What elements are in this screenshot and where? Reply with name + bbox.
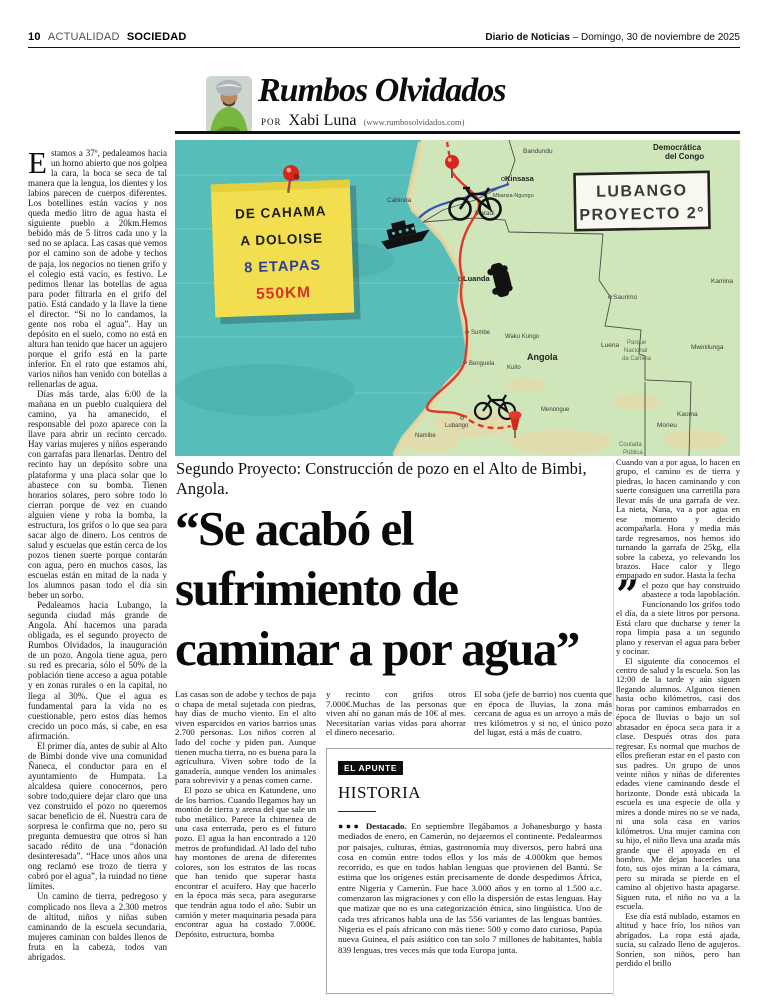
author-photo [206, 76, 252, 134]
apunte-title: HISTORIA [338, 783, 422, 802]
column-title: Rumbos Olvidados [258, 72, 506, 109]
newspaper-name: Diario de Noticias [485, 32, 570, 43]
article-headline [175, 499, 617, 679]
map-label: Luena [601, 342, 620, 349]
paragraph [616, 571, 740, 657]
cyclist-portrait-icon [206, 76, 252, 134]
article-column-4 [474, 690, 612, 748]
apunte-bullets: ●●● [338, 821, 362, 831]
issue-date: – Domingo, 30 de noviembre de 2025 [569, 32, 740, 43]
column-divider [613, 462, 614, 996]
map-label: Angola [527, 352, 558, 362]
map-sign [575, 172, 710, 230]
note-line-2: A DOLOISE [240, 230, 324, 249]
headline-line: sufrimiento de [175, 561, 458, 616]
byline-por: POR [261, 117, 282, 127]
header-rule [175, 131, 740, 134]
note-line-4: 550KM [255, 284, 312, 303]
paragraph: Las casas son de adobe y techos de paja o chapa de metal sujetada con piedras, hay días de mucho viento. En el alto viven esparcidos en varios barrios unas 2.700 personas. Los niños corren al lado del coche y piden pan. Aunque tienen mucha tierra, no es buena para la agricultura. Viven sobre todo de la ganadería, aunque venden los animales para sobrevivir y a penas comen carne. [175, 690, 316, 786]
map-label: Namibe [415, 433, 436, 439]
map-label: Democrática [653, 143, 702, 152]
paragraph: y recinto con grifos otros 7.000€.Muchas de las personas que viven ahí no ganan más de 10€ al mes. Necesitarían varias vidas para ahorrar el dinero necesario. [326, 690, 466, 738]
article-column-3 [326, 690, 466, 746]
headline-line: caminar a por agua” [175, 621, 579, 676]
article-column-2 [175, 690, 316, 1000]
article-right-column [616, 458, 740, 998]
paragraph-text: el pozo que hay construido abastece a toda lapoblación. Funcionando los grifos todo el día, da a siete litros por persona. Está claro que ducharse y tener la ropa limpia pasa a un segundo plano y reservan el agua para beber y cocinar. [616, 579, 740, 657]
article-left-column [28, 148, 167, 1000]
map-label: Saurimo [613, 294, 638, 301]
paragraph: El primer día, antes de subir al Alto de Bimbi donde vive una comunidad Ñaneca, el conductor para en el ayuntamiento de Humpata. La alcaldesa quiere conocernos, pero sobre todo,quiere dejar claro que una vez construido el pozo no queremos sacar beneficio de él. Nuestra cara de sorpresa le confirma que no, pero su pregunta demuestra que otros si han sacado rédito de una “donación desinteresada”. “Hace unos años una ong reclamó ese trozo de tierra y cobró por el agua”, la ruindad no tiene límites. [28, 740, 167, 892]
apunte-text: En septiembre llegábamos a Johanesburgo y hasta mediados de enero, en Camerún, no dejaremos el continente. Pedalearmos por paisajes, culturas, étnias, gastronomía muy diversos, pero habrá una cosa en común entre todos ellos y los más de 4.000km que hemos recorrido, es que en todos hablan lenguas que provienen del Bantú. Se estima que los orígenes están precisamente de donde despedimos África, entre Nigeria y Camerún. Fue hace 3.000 años y en torno al 1.500 a.c. comenzaron las migraciones y con ello la dispersión de estas lenguas. Hay que matizar que no es una categorización étnica, sino lingüística. Uno de cada tres africanos habla una de las 556 variantes de las lenguas bantúes. Nigeria es el país africano con más tiene: 500 y como dato curioso, Papúa nueva Guinea, el país asiático con tan solo 7 millones de habitantes, habla 839 lenguas, tres veces más que toda Europa junta. [338, 821, 602, 955]
map-label: Cabinda [387, 197, 412, 204]
map-label: Mbanza-Ngungu [493, 193, 534, 199]
map-label: Menongue [541, 407, 570, 413]
map-label: Coutada [619, 442, 642, 448]
map-label: Nacional [624, 348, 648, 354]
byline-author: Xabi Luna [288, 112, 357, 129]
note-line-1: DE CAHAMA [234, 203, 327, 222]
paragraph: Ese día está nublado, estamos en altitud y hace frío, los niños van abrigados. La ropa está ajada, sucia, su calzado lleno de agujeros. Sonríen, son niños, pero han perdido el brillo [616, 910, 740, 969]
apunte-body [338, 821, 602, 955]
subsection-label: SOCIEDAD [126, 31, 187, 43]
map-label: Benguela [469, 361, 495, 367]
map-illustration [175, 140, 740, 456]
map-label: Lubango [445, 423, 469, 429]
headline-line: “Se acabó el [175, 501, 413, 556]
map-label: Kaoma [677, 411, 698, 418]
map-label: Mwinilunga [691, 344, 724, 351]
apunte-lead: Destacado. [361, 821, 407, 831]
note-line-3: 8 ETAPAS [244, 257, 322, 277]
paragraph: Días más tarde, alas 6:00 de la mañana en un pueblo cualquiera del camino, ya ha amanecido, el responsable del pozo aparece con la llave para abrir un recinto cercado. Hay varias mujeres y niños esperando con garrafas para llenarlas. Dentro del recinto hay un depósito sobre una plataforma y una placa solar que lo abastece con su bomba. Tienen horarios solares, pero sobre todo lo cierran porque de vez en cuando alguien viene y roba la bomba, la estructura, los grifos o lo que sea para sacar algo de dinero. Los centros de salud y escuelas que están cerca de los pozos tienen suerte porque contarán con agua, pero en muchos casos, las escuelas están en mitad de la nada y los alumnos pasan todo el día sin beber un sorbo. [28, 389, 167, 601]
map-label: da Cameia [622, 356, 652, 362]
map-label: Luanda [463, 274, 490, 283]
paragraph: El pozo se ubica en Katundene, uno de los barrios. Cuando llegamos hay un montón de tierra y arena del que sale un tubo metálico. Parece la chimenea de una casa enterrada, pero es el futuro pozo. El agua la han encontrado a 120 metros de profundidad. Al lado del tubo hay montones de arena de diferentes colores, son los estratos de las rocas que han tenido que superar hasta encontrar el acuífero. Hay que hacerlo en la época más seca, para asegurarse que tendrán agua todo el año. Subir un camión y meter maquinaria pesada para encontrar agua ha costado 7.000€. Depósito, estructura, bomba [175, 784, 316, 939]
apunte-tag: EL APUNTE [338, 761, 403, 775]
map-label: Matadi [475, 210, 495, 217]
map-label: Kuito [507, 365, 521, 371]
map-label: del Congo [665, 152, 705, 161]
sign-line-1: LUBANGO [595, 182, 688, 201]
masthead-rule [28, 47, 740, 48]
map-label: Sumbe [471, 330, 491, 336]
byline [261, 112, 464, 130]
map-label: Pública [623, 450, 643, 456]
paragraph: El soba (jefe de barrio) nos cuenta que en época de lluvias, la zona más cercana de agua es un arroyo a más de tres kilómetros y si no, el único pozo del lugar, está a más de cuatro. [474, 690, 612, 738]
sidebar-box-apunte [326, 748, 614, 994]
masthead-issue [485, 32, 740, 43]
article-subhead: Segundo Proyecto: Construcción de pozo en el Alto de Bimbi, Angola. [176, 459, 587, 498]
sign-line-2: PROYECTO 2° [579, 204, 706, 225]
page-number: 10 [28, 31, 41, 43]
paragraph: El siguiente día conocemos el centro de salud y la escuela. Son las 12:00 de la tarde y aún siguen llegando alumnos. Algunos tienen hasta ocho kilómetros, casi dos horas por caminos embarrados en época de lluvias o bajo un sol abrasador en época seca para ir a clase. Después otras dos para regresar. Es normal que muchos de ellos prefieran estar en el pasto con sus padres. Un grupo de unos veinte niños y niñas de diferentes edades viene caminando desde el horizonte. Donde está ubicada la escuela es una especie de olla y mires a donde mires no se ve nada, ni una sola casa en varios kilómetros. Una mujer camina con su hijo, el niño lleva una azada más grande que él apoyada en el hombro. Me dejan hacerles una foto, sus ojos miran a la cámara, pero su mirada se pierde en el camino al objetivo hasta apagarse. Siguen ruta, el niño no va a la escuela. [616, 655, 740, 912]
paragraph: Pedaleamos hacia Lubango, la segunda ciudad más grande de Angola. Ahí hacemos una parada obligada, es el segundo proyecto de Rumbos Olvidados, la inauguración de un pozo. Angola tiene agua, pero su red es precaria, sólo el 50% de la población tiene acceso a agua potable y en zonas rurales o en la capital, no llega al 30%. Que el agua es fundamental para la vida no es cuestionable, pero estos días hemos crecido un poco más, si cabe, en esa afirmación. [28, 600, 167, 741]
paragraph [28, 148, 167, 389]
paragraph-text: stamos a 37º, pedaleamos hacia un horno abierto que nos golpea la cara, la boca se seca de tal manera que la lengua, los dientes y los labios parecen de cuerpos diferentes. Los botellines están vacíos y nos queda medio litro de agua hasta el siguiente pueblo a 20km.Hemos bebido más de 5 litros cada uno y la sed no se aplaca. Las casas que vemos por el camino son de adobe y techos de paja, los negocios no tienen grifo y el colegio está vacío, es festivo. Le pedimos llenar las botellas de agua para poder filtrarla en el grifo del patio. Está candado y la llave la tiene el director. “Si no lo candamos, la gente nos roba el agua”. Hay un depósito en el suelo, como no está en altura han tenido que hacer un agujero porque el grifo está en la parte inferior. En el rato que estamos ahí, varios niños han venido con botellas a rellenarlas de agua. [28, 148, 167, 390]
masthead-section [28, 31, 187, 43]
map-label: Moneu [657, 422, 677, 429]
section-label: ACTUALIDAD [47, 31, 120, 43]
map-label: Parque [627, 340, 647, 346]
sticky-note [211, 179, 361, 324]
closing-quote-mark: ” [616, 571, 640, 619]
map-label: Kamina [711, 278, 734, 285]
paragraph: Cuando van a por agua, lo hacen en grupo, el camino es de tierra y piedras, lo hacen caminando y con suerte consiguen una carretilla para llevar más de una garrafa de vez. La nieta, Nana, va a por agua en ese momento y decido acompañarla. Hora y media más tarde regresamos, nos hemos ido turnando la garrafa de 25kg, ella sobre la cabeza, yo relevando los brazos. Hace calor y llego empapado en sudor. Hasta la fecha [616, 458, 740, 581]
angola-map [175, 140, 740, 456]
map-label: Bandundu [523, 148, 553, 155]
map-label: Kinsasa [505, 174, 534, 183]
map-label: Waku Kungo [505, 334, 540, 340]
apunte-rule [338, 811, 376, 812]
drop-cap: E [28, 148, 47, 180]
paragraph: Un camino de tierra, pedregoso y complicado nos lleva a 2.300 metros de altitud, niños y niñas suben caminando de la escuela secundaria, mujeres caminan con baldes llenos de fruta en la cabeza, todos van abrigados. [28, 891, 167, 962]
byline-url: (www.rumbosolvidados.com) [363, 117, 465, 127]
